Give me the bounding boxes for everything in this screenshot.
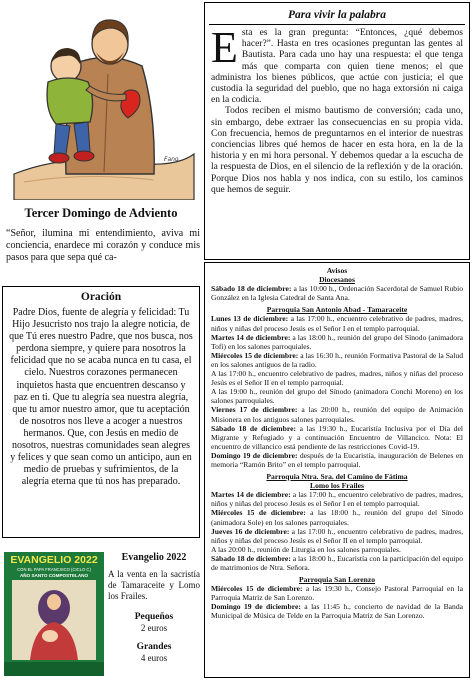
cover-subtitle: CON EL PAPA FRANCISCO (CICLO C) xyxy=(17,567,91,572)
oracion-text: Padre Dios, fuente de alegría y felicidad: Tu Hijo Jesucristo nos trajo la alegre noticia, de que Tú eres nuestro Padre, que nos busca, nos perdona siempre, y quiere para nosotros la felicidad que no se acaba nunca en tu casa, el cielo. Nuestros corazones permanecen inquietos hasta que encuentren descanso y paz en ti. Que tu alegría sea nuestra alegría, que tu amor nuestro amor, que tu aceptación de nosotros nos lleve a acoger a nuestros hermanos. Que, con Jesús en medio de nosotros, nuestras comunidades sean alegres y felices y que sean como un anticipo, aun en medio de pruebas y sufrimientos, de la alegría eterna que tú nos has preparado. xyxy=(9,307,193,488)
aviso-item xyxy=(211,451,463,469)
aviso-item xyxy=(211,387,463,405)
aviso-date: Sábado 18 de diciembre: xyxy=(211,284,292,294)
aviso-item xyxy=(211,508,463,526)
aviso-date: Miércoles 15 de diciembre: xyxy=(211,584,303,594)
aviso-item xyxy=(211,424,463,451)
sunday-title: Tercer Domingo de Adviento xyxy=(24,206,178,220)
aviso-date: Domingo 19 de diciembre: xyxy=(211,450,298,460)
drop-cap: E xyxy=(211,23,238,72)
illustration-drawing xyxy=(4,4,200,200)
aviso-item xyxy=(211,369,463,387)
diocesanos-title: Diocesanos xyxy=(319,275,355,285)
aviso-text: a las 17:00 h., encuentro celebrativo de padres, madres, niños y niñas del proceso Jesús es el Señor I en el templo parroquial. xyxy=(211,490,464,509)
evangelio-info xyxy=(108,552,200,672)
small-price-value: 2 euros xyxy=(140,623,168,633)
aviso-date: Lunes 13 de diciembre: xyxy=(211,314,289,324)
cover-year: AÑO SANTO COMPOSTELANO xyxy=(19,573,89,578)
fatima-list xyxy=(211,490,463,572)
palabra-paragraph-1 xyxy=(211,23,463,106)
aviso-text: a las 18:00 h., reunión del grupo del Sínodo (animadora Tofi) en los salones parroquiales. xyxy=(211,332,463,351)
aviso-text: a las 10:00 h., Ordenación Sacerdotal de Samuel Rubio González en la Iglesia Catedral de Santa Ana. xyxy=(211,284,464,303)
avisos-box xyxy=(204,262,470,678)
aviso-date: Miércoles 15 de diciembre: xyxy=(211,508,306,518)
palabra-title: Para vivir la palabra xyxy=(209,5,465,25)
aviso-text: a las 16:30 h., reunión Formativa Pastoral de la Salud en los salones antiguos de la radio. xyxy=(211,350,463,369)
aviso-date: Miércoles 15 de diciembre: xyxy=(211,350,299,360)
palabra-paragraph-2: Todos reciben el mismo bautismo de conversión; cada uno, sin embargo, debe extraer las consecuencias en su propia vida. Con frecuencia, hemos de preguntarnos en el interior de nuestras conciencias libres qué hemos de hacer en esta hora, en la de la historia y en mi hora personal. Y debemos quedar a la escucha de la respuesta de Dios, en el silencio de la reflexión y de la oración. Porque Dios nos habla y nos indica, con su estilo, los caminos que hemos de seguir. xyxy=(211,106,463,195)
aviso-item xyxy=(211,584,463,602)
aviso-text: a las 18:00 h., Eucaristía con la participación del equipo de matrimonios de Ntra. Señora. xyxy=(211,553,463,572)
evangelio-sale-text: A la venta en la sacristía de Tamaraceite y Lomo los Frailes. xyxy=(108,569,200,601)
evangelio-heading: Evangelio 2022 xyxy=(121,552,187,563)
aviso-text: a las 17:00 h., encuentro celebrativo de padres, madres, niños y niñas del proceso Jesús es el Señor I en el templo parroquial. xyxy=(211,314,463,333)
aviso-item xyxy=(211,333,463,351)
aviso-text: a las 20:00 h., reunión del equipo de Animación Misionera en los antiguos salones parroquiales. xyxy=(211,405,463,424)
palabra-p1-text: sta es la gran pregunta: “Entonces, ¿qué debemos hacer?”. Hasta en tres ocasiones preguntan las gentes al Bautista. Para cada uno hay una respuesta: el que tenga más que comparta con quien tiene menos; el que administra los bienes públicos, que actúe con justicia; el que custodia la seguridad del pueblo, que no haga extorsión ni caiga en la codicia. xyxy=(211,28,463,106)
aviso-text: A las 19:00 h., reunión del grupo del Sínodo (animadora Conchi Moreno) en los salones parroquiales. xyxy=(211,387,463,406)
evangelio-book-cover xyxy=(4,552,104,676)
aviso-date: Martes 14 de diciembre: xyxy=(211,490,291,500)
aviso-item xyxy=(211,527,463,545)
oracion-title: Oración xyxy=(80,291,122,303)
fatima-title: Parroquia Ntra. Sra. del Camino de Fátima xyxy=(266,472,408,482)
intro-prayer: “Señor, ilumina mi entendimiento, aviva mi conciencia, enardece mi corazón y conduce mis pasos para que sepa qué ca- xyxy=(6,228,200,264)
aviso-date: Domingo 19 de diciembre: xyxy=(211,602,301,612)
aviso-item xyxy=(211,405,463,423)
aviso-date: Viernes 17 de diciembre: xyxy=(211,405,298,415)
aviso-date: Jueves 16 de diciembre: xyxy=(211,526,290,536)
large-price-label: Grandes xyxy=(136,642,172,652)
fatima-subtitle: Lomo los Frailes xyxy=(310,481,364,491)
aviso-date: Sábado 18 de diciembre: xyxy=(211,423,296,433)
illustration-signature: Fano xyxy=(164,156,179,163)
san-antonio-list xyxy=(211,314,463,469)
aviso-text: a las 18:00 h., reunión del grupo del Sínodo (animadora Sole) en los salones parroquiales. xyxy=(211,508,463,527)
aviso-text: A las 20:00 h., reunión de Liturgia en los salones parroquiales. xyxy=(211,544,401,554)
aviso-text: después de la Eucaristía, inauguración de Belenes en memoria “Ramón Brito” en el templo parroquial. xyxy=(211,450,463,469)
aviso-item xyxy=(211,314,463,332)
diocesanos-list xyxy=(211,284,463,302)
aviso-date: Sábado 18 de diciembre: xyxy=(211,553,291,563)
aviso-item xyxy=(211,490,463,508)
aviso-date: Martes 14 de diciembre: xyxy=(211,332,291,342)
san-antonio-title: Parroquia San Antonio Abad - Tamaraceite xyxy=(266,305,408,315)
aviso-text: a las 11:45 h., concierto de navidad de la Banda Municipal de Música de Telde en la Parroquia Matriz de San Lorenzo. xyxy=(211,602,463,621)
aviso-text: A las 17:00 h., encuentro celebrativo de padres, madres, niños y niñas del proceso Jesús es el Señor II en el templo parroquial. xyxy=(211,369,463,388)
cover-title: EVANGELIO 2022 xyxy=(10,554,98,566)
small-price-label: Pequeños xyxy=(134,612,174,622)
aviso-item xyxy=(211,284,463,302)
large-price-value: 4 euros xyxy=(140,653,168,663)
palabra-box xyxy=(204,2,470,260)
avisos-title: Avisos xyxy=(326,266,348,275)
aviso-item xyxy=(211,554,463,572)
aviso-text: a las 19:30 h., Eucaristía Inclusiva por el Día del Migrante y Refugiado y a continuación Encuentro de Villancico. Nota: El encuentro de villancico está pendiente de las restricciones Covid-19. xyxy=(211,423,463,451)
oracion-box xyxy=(2,286,200,538)
aviso-text: a las 19:30 h., Consejo Pastoral Parroquial en la Parroquia Matriz de San Lorenzo. xyxy=(211,584,464,603)
aviso-text: a las 17:00 h., encuentro celebrativo de padres, madres, niños y niñas del proceso Jesús es el Señor II en el templo parroquial. xyxy=(211,526,463,545)
palabra-text xyxy=(205,25,469,196)
san-lorenzo-list xyxy=(211,584,463,620)
san-lorenzo-title: Parroquia San Lorenzo xyxy=(298,575,376,585)
jesus-child-illustration xyxy=(4,4,200,200)
aviso-item xyxy=(211,545,463,554)
aviso-item xyxy=(211,351,463,369)
aviso-item xyxy=(211,602,463,620)
